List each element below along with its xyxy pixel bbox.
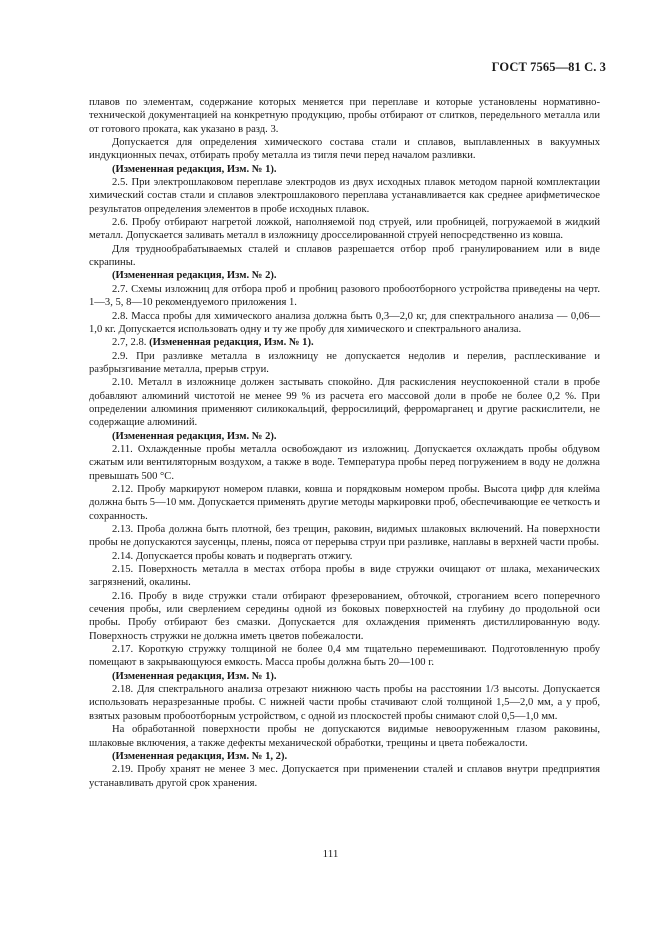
paragraph: 2.10. Металл в изложнице должен застывать спокойно. Для раскисления неуспокоенной стали в пробе добавляют алюминий чистотой не менее 99 % из расчета его массовой доли в пробе не более 0,2 %. При определении алюминия применяют силикокальций, ферросилиций, ферромарганец и другие раскислители, не содержащие алюминий. <box>89 377 600 429</box>
paragraph: 2.16. Пробу в виде стружки стали отбирают фрезерованием, обточкой, строганием всего поперечного сечения пробы, или сверлением середины одной из боковых поверхностей на глубину до продольной оси пробы. Пробу отбирают без смазки. Допускается для охлаждения применять дистиллированную воду. Поверхность стружки не должна иметь цветов побежалости. <box>89 590 600 642</box>
paragraph: 2.7. Схемы изложниц для отбора проб и пробниц разового пробоотборного устройства приведены на черт. 1—3, 5, 8—10 рекомендуемого приложения 1. <box>89 283 600 309</box>
document-body <box>89 96 600 790</box>
amendment-note: (Измененная редакция, Изм. № 2). <box>112 270 277 282</box>
amendment-note-mixed <box>89 336 600 349</box>
amendment-note: (Измененная редакция, Изм. № 2). <box>112 430 277 442</box>
paragraph: 2.17. Короткую стружку толщиной не более 0,4 мм тщательно перемешивают. Подготовленную пробу помещают в закрывающуюся емкость. Масса пробы должна быть 20—100 г. <box>89 644 600 669</box>
amendment-bold: (Измененная редакция, Изм. № 1). <box>149 337 314 349</box>
document-header: ГОСТ 7565—81 С. 3 <box>491 60 606 74</box>
paragraph: 2.15. Поверхность металла в местах отбора пробы в виде стружки очищают от шлака, механических загрязнений, окалины. <box>89 564 600 589</box>
paragraph: 2.14. Допускается пробы ковать и подвергать отжигу. <box>112 550 353 562</box>
amendment-note: (Измененная редакция, Изм. № 1, 2). <box>112 750 288 762</box>
amendment-note: (Измененная редакция, Изм. № 1). <box>112 670 277 682</box>
paragraph: 2.13. Проба должна быть плотной, без трещин, раковин, видимых шлаковых включений. На поверхности пробы не допускаются заусенцы, плены, пояса от перерыва струи при разливке, наплавы в верхней части пробы. <box>89 524 600 549</box>
paragraph: 2.8. Масса пробы для химического анализа должна быть 0,3—2,0 кг, для спектрального анализа — 0,06—1,0 кг. Допускается использовать одну и ту же пробу для химического и спектрального анализа. <box>89 310 600 335</box>
page-number: 111 <box>322 848 339 860</box>
paragraph: 2.9. При разливке металла в изложницу не допускается недолив и перелив, расплескивание и разбрызгивание металла, прерыв струи. <box>89 350 600 375</box>
paragraph: 2.6. Пробу отбирают нагретой ложкой, наполняемой под струей, или пробницей, погружаемой в жидкий металл. Допускается заливать металл в изложницу дросселированной струей непосредственно из ковша. <box>89 217 600 242</box>
paragraph: Для труднообрабатываемых сталей и сплавов разрешается отбор проб гранулированием или в виде скрапины. <box>89 243 600 269</box>
paragraph: 2.19. Пробу хранят не менее 3 мес. Допускается при применении сталей и сплавов внутри предприятия устанавливать другой срок хранения. <box>89 764 600 789</box>
amendment-note: (Измененная редакция, Изм. № 1). <box>112 163 277 175</box>
paragraph: 2.11. Охлажденные пробы металла освобождают из изложниц. Допускается охлаждать пробы обдувом сжатым или вентиляторным воздухом, а также в воде. Температура пробы перед погружением в воду не должна превышать 500 °С. <box>89 443 600 482</box>
amendment-prefix: 2.7, 2.8. <box>112 337 150 349</box>
paragraph: 2.18. Для спектрального анализа отрезают нижнюю часть пробы на расстоянии 1/3 высоты. Допускается использовать неразрезанные пробы. С нижней части пробы стачивают слой толщиной 1,5—2,0 мм, а у проб, взятых разовым пробоотборным устройством, с одной из плоскостей пробы снимают слой 0,5—1,0 мм. <box>89 684 600 722</box>
paragraph: 2.5. При электрошлаковом переплаве электродов из двух исходных плавок методом парной комплектации химический состав стали и сплавов электрошлакового переплава устанавливается как среднее арифметическое результатов определения элементов в пробе исходных плавок. <box>89 177 600 215</box>
paragraph: 2.12. Пробу маркируют номером плавки, ковша и порядковым номером пробы. Высота цифр для клейма должна быть 5—10 мм. Допускается применять другие методы маркировки проб, обеспечивающие ее четкость и сохранность. <box>89 483 600 522</box>
paragraph: Допускается для определения химического состава стали и сплавов, выплавленных в вакуумных индукционных печах, отбирать пробу металла из тигля печи перед началом разливки. <box>89 137 600 162</box>
paragraph: плавов по элементам, содержание которых меняется при переплаве и которые установлены нормативно-технической документацией на конкретную продукцию, пробы отбирают от слитков, передельного металла или от готового проката, как указано в разд. 3. <box>89 97 600 135</box>
paragraph: На обработанной поверхности пробы не допускаются видимые невооруженным глазом раковины, шлаковые включения, а также дефекты механической обработки, трещины и цвета побежалости. <box>89 724 600 749</box>
